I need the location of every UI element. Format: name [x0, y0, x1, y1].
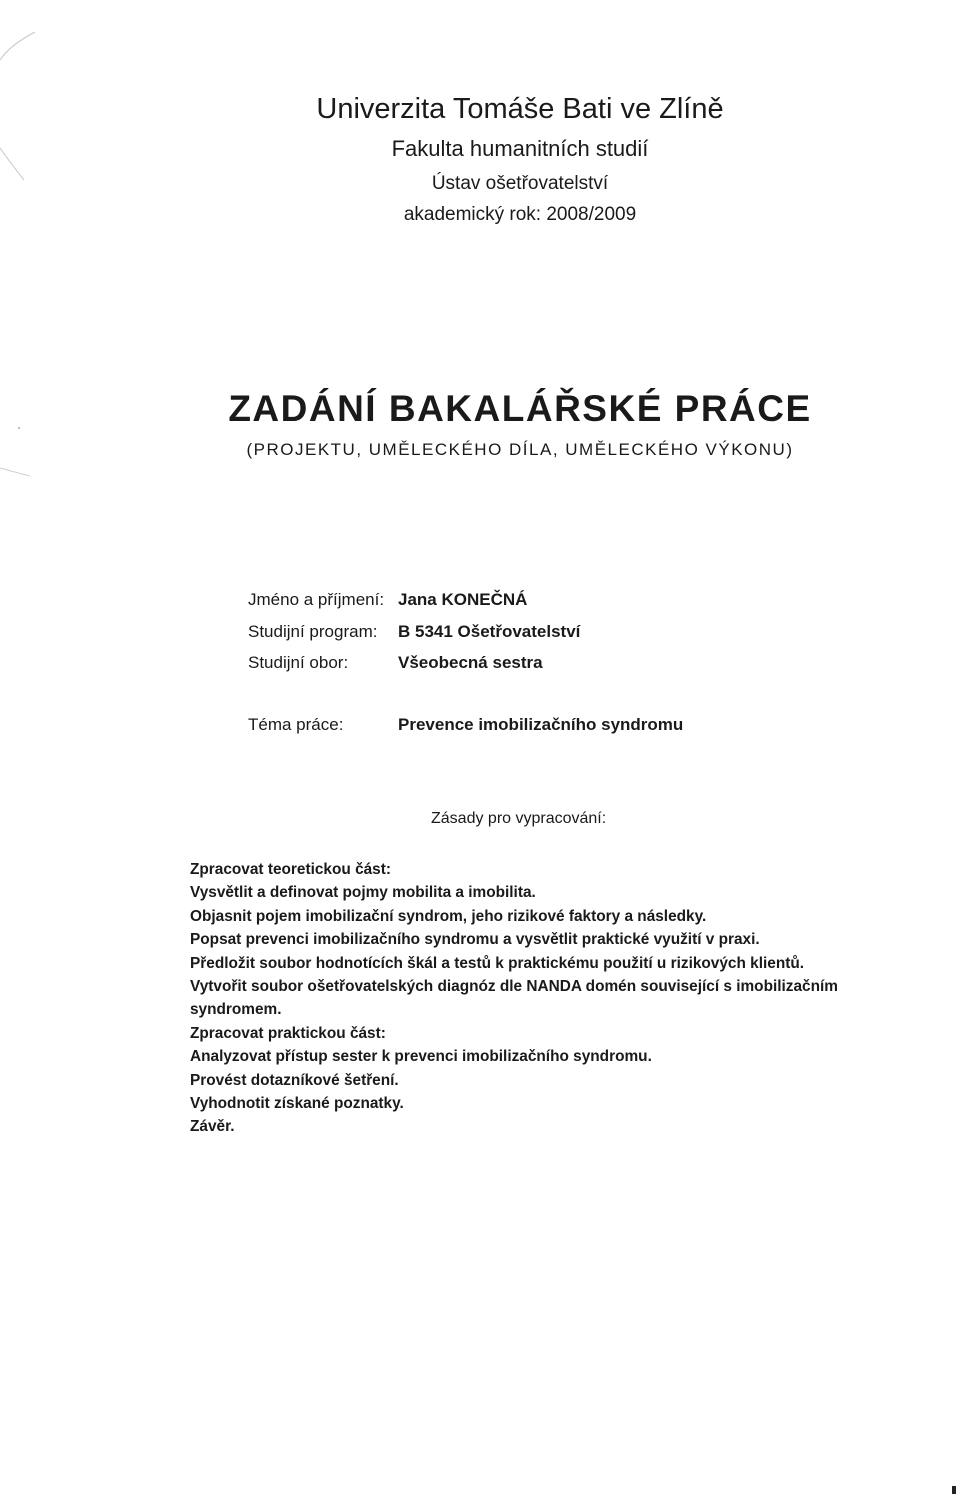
name-label: Jméno a příjmení: — [248, 590, 385, 609]
university-name: Univerzita Tomáše Bati ve Zlíně — [316, 93, 724, 125]
content-line: Zpracovat teoretickou část: — [190, 861, 391, 878]
field-value: Všeobecná sestra — [398, 653, 543, 672]
program-value: B 5341 Ošetřovatelství — [398, 622, 581, 641]
department-name: Ústav ošetřovatelství — [431, 173, 609, 194]
content-line: Objasnit pojem imobilizační syndrom, jeho rizikové faktory a následky. — [190, 907, 707, 925]
content-line: Vysvětlit a definovat pojmy mobilita a imobilita. — [190, 884, 536, 902]
content-line: Analyzovat přístup sester k prevenci imobilizačního syndromu. — [190, 1048, 652, 1066]
content-line: Popsat prevenci imobilizačního syndromu a vysvětlit praktické využití v praxi. — [190, 931, 760, 949]
document-subtitle: (PROJEKTU, UMĚLECKÉHO DÍLA, UMĚLECKÉHO VÝKONU) — [246, 440, 794, 459]
principles-heading: Zásady pro vypracování: — [431, 810, 607, 827]
topic-label: Téma práce: — [248, 715, 344, 734]
content-line: Provést dotazníkové šetření. — [190, 1071, 399, 1089]
topic-value: Prevence imobilizačního syndromu — [398, 715, 684, 734]
content-line: syndromem. — [190, 1001, 282, 1019]
scan-corner-mark — [952, 1486, 956, 1494]
field-label: Studijní obor: — [248, 653, 349, 672]
content-line: Předložit soubor hodnotících škál a testů k praktickému použití u rizikových klientů. — [190, 954, 805, 972]
assignment-content — [190, 858, 890, 1139]
content-line: Vyhodnotit získané poznatky. — [190, 1095, 404, 1113]
content-line: Zpracovat praktickou část: — [190, 1024, 386, 1042]
document-title: ZADÁNÍ BAKALÁŘSKÉ PRÁCE — [228, 388, 812, 429]
name-value: Jana KONEČNÁ — [398, 590, 528, 609]
content-line: Vytvořit soubor ošetřovatelských diagnóz dle NANDA domén související s imobilizačním — [190, 978, 838, 996]
academic-year: akademický rok: 2008/2009 — [403, 204, 637, 225]
content-line: Závěr. — [190, 1118, 235, 1136]
program-label: Studijní program: — [248, 622, 378, 641]
scan-edge-marks — [0, 0, 40, 1503]
faculty-name: Fakulta humanitních studií — [391, 136, 649, 161]
